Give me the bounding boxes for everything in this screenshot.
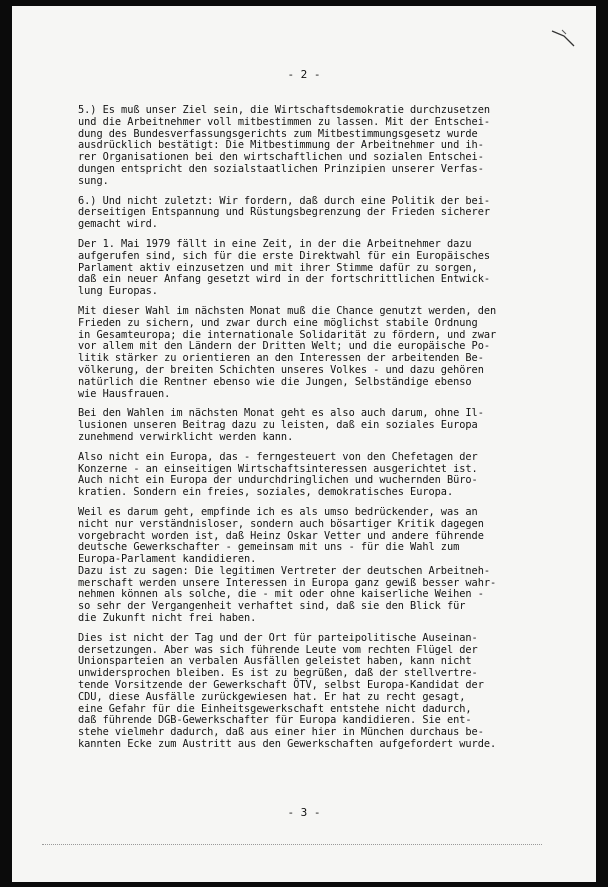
text-line: kannten Ecke zum Austritt aus den Gewerkschaften aufgefordert wurde. bbox=[78, 738, 497, 751]
text-line: Bei den Wahlen im nächsten Monat geht es also auch darum, ohne Il- bbox=[78, 407, 484, 420]
paragraph bbox=[78, 306, 588, 400]
text-line: Dies ist nicht der Tag und der Ort für parteipolitische Auseinan- bbox=[78, 631, 478, 644]
text-line: vor allem mit den Ländern der Dritten Welt; und die europäische Po- bbox=[78, 340, 491, 353]
text-line: die Zukunft nicht frei haben. bbox=[78, 612, 257, 625]
text-line: ausdrücklich bestätigt: Die Mitbestimmung der Arbeitnehmer und ih- bbox=[78, 139, 484, 152]
scan-mark-icon bbox=[550, 28, 576, 48]
scan-border-dots bbox=[42, 844, 542, 851]
text-line: Frieden zu sichern, und zwar durch eine möglichst stabile Ordnung bbox=[78, 316, 478, 329]
paragraph bbox=[78, 633, 588, 751]
text-line: daß führende DGB-Gewerkschafter für Europa kandidieren. Sie ent- bbox=[78, 714, 472, 727]
text-line: natürlich die Rentner ebenso wie die Jungen, Selbständige ebenso bbox=[78, 375, 472, 388]
text-line: so sehr der Vergangenheit verhaftet sind, daß sie den Blick für bbox=[78, 600, 466, 613]
text-line: wie Hausfrauen. bbox=[78, 387, 171, 400]
paragraph bbox=[78, 196, 588, 231]
text-line: litik stärker zu orientieren an den Interessen der arbeitenden Be- bbox=[78, 352, 484, 365]
text-line: Weil es darum geht, empfinde ich es als umso bedrückender, was an bbox=[78, 505, 478, 518]
text-line: dungen entspricht den sozialstaatlichen Prinzipien unserer Verfas- bbox=[78, 162, 484, 175]
document-page bbox=[12, 6, 596, 882]
text-line: nicht nur verständnisloser, sondern auch bösartiger Kritik dagegen bbox=[78, 517, 484, 530]
paragraph bbox=[78, 105, 588, 188]
text-line: dung des Bundesverfassungsgerichts zum Mitbestimmungsgesetz wurde bbox=[78, 127, 478, 140]
text-line: Europa-Parlament kandidieren. bbox=[78, 553, 257, 566]
text-line: dersetzungen. Aber was sich führende Leute vom rechten Flügel der bbox=[78, 643, 478, 656]
text-line: eine Gefahr für die Einheitsgewerkschaft entstehe nicht dadurch, bbox=[78, 702, 472, 715]
text-line: Unionsparteien an verbalen Ausfällen geleistet haben, kann nicht bbox=[78, 655, 472, 668]
text-line: Auch nicht ein Europa der undurchdringlichen und wuchernden Büro- bbox=[78, 474, 478, 487]
paragraph bbox=[78, 239, 588, 298]
paragraph bbox=[78, 452, 588, 499]
text-line: vorgebracht worden ist, daß Heinz Oskar Vetter und andere führende bbox=[78, 529, 484, 542]
text-line: sung. bbox=[78, 174, 109, 187]
body-text bbox=[78, 105, 588, 759]
text-line: Konzerne - an einseitigen Wirtschaftsinteressen ausgerichtet ist. bbox=[78, 462, 478, 475]
text-line: 5.) Es muß unser Ziel sein, die Wirtschaftsdemokratie durchzusetzen bbox=[78, 104, 491, 116]
text-line: stehe vielmehr dadurch, daß aus einer hier in München durchaus be- bbox=[78, 726, 484, 739]
text-line: tende Vorsitzende der Gewerkschaft ÖTV, selbst Europa-Kandidat der bbox=[78, 679, 484, 692]
text-line: deutsche Gewerkschafter - gemeinsam mit uns - für die Wahl zum bbox=[78, 541, 460, 554]
text-line: rer Organisationen bei den wirtschaftlichen und sozialen Entschei- bbox=[78, 151, 484, 164]
paragraph bbox=[78, 507, 588, 625]
text-line: aufgerufen sind, sich für die erste Direktwahl für ein Europäisches bbox=[78, 249, 491, 262]
text-line: merschaft werden unsere Interessen in Europa ganz gewiß besser wahr- bbox=[78, 576, 497, 589]
text-line: Parlament aktiv einzusetzen und mit ihrer Stimme dafür zu sorgen, bbox=[78, 261, 478, 274]
text-line: unwidersprochen bleiben. Es ist zu begrüßen, daß der stellvertre- bbox=[78, 667, 478, 680]
page-number-top: - 2 - bbox=[287, 68, 321, 81]
text-line: zunehmend verwirklicht werden kann. bbox=[78, 430, 294, 443]
text-line: lusionen unseren Beitrag dazu zu leisten, daß ein soziales Europa bbox=[78, 419, 478, 432]
text-line: Der 1. Mai 1979 fällt in eine Zeit, in der die Arbeitnehmer dazu bbox=[78, 237, 472, 250]
text-line: lung Europas. bbox=[78, 285, 158, 298]
text-line: kratien. Sondern ein freies, soziales, demokratisches Europa. bbox=[78, 486, 454, 499]
text-line: Dazu ist zu sagen: Die legitimen Vertreter der deutschen Arbeitneh- bbox=[78, 564, 491, 577]
paragraph bbox=[78, 408, 588, 443]
text-line: gemacht wird. bbox=[78, 218, 158, 231]
text-line: in Gesamteuropa; die internationale Solidarität zu fördern, und zwar bbox=[78, 328, 497, 341]
page-number-bottom: - 3 - bbox=[287, 806, 321, 819]
text-line: nehmen können als solche, die - mit oder ohne kaiserliche Weihen - bbox=[78, 588, 484, 601]
text-line: Mit dieser Wahl im nächsten Monat muß die Chance genutzt werden, den bbox=[78, 304, 497, 317]
text-line: und die Arbeitnehmer voll mitbestimmen zu lassen. Mit der Entschei- bbox=[78, 115, 491, 128]
text-line: derseitigen Entspannung und Rüstungsbegrenzung der Frieden sicherer bbox=[78, 206, 491, 219]
text-line: völkerung, der breiten Schichten unseres Volkes - und dazu gehören bbox=[78, 363, 484, 376]
text-line: Also nicht ein Europa, das - ferngesteuert von den Chefetagen der bbox=[78, 450, 478, 463]
text-line: 6.) Und nicht zuletzt: Wir fordern, daß durch eine Politik der bei- bbox=[78, 194, 491, 207]
text-line: CDU, diese Ausfälle zurückgewiesen hat. Er hat zu recht gesagt, bbox=[78, 690, 466, 703]
text-line: daß ein neuer Anfang gesetzt wird in der fortschrittlichen Entwick- bbox=[78, 273, 491, 286]
